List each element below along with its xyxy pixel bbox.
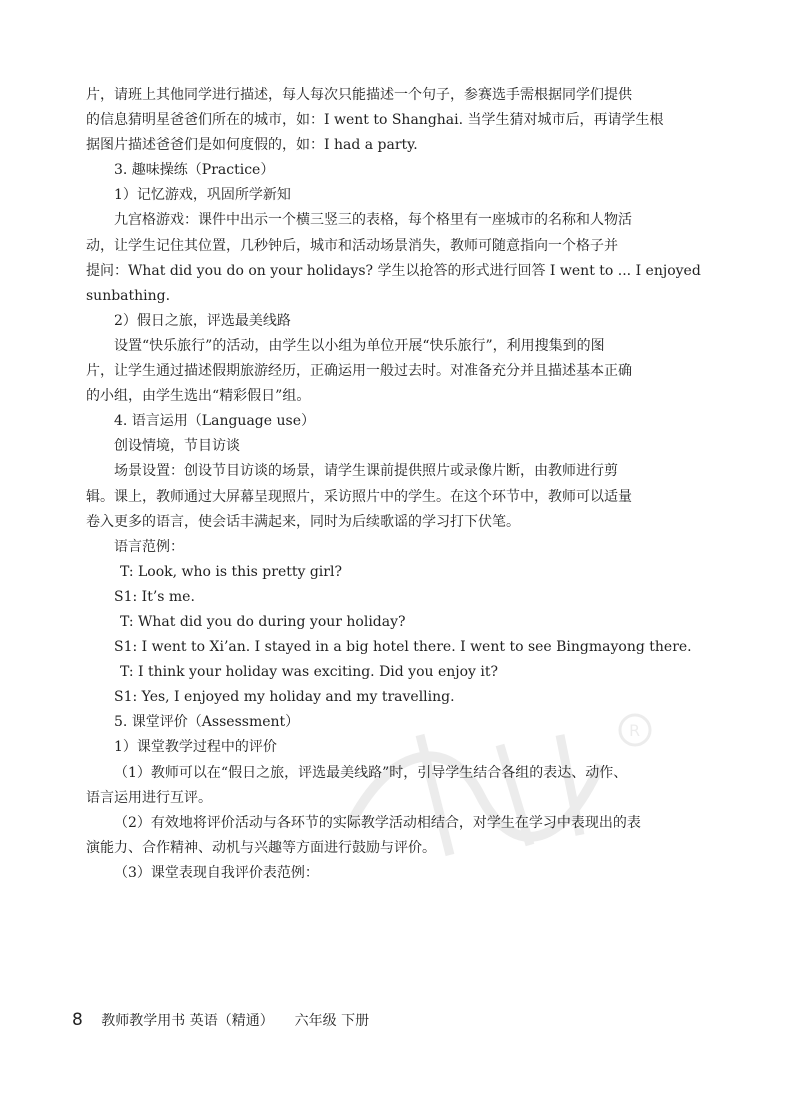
subheading-interview: 创设情境，节目访谈 xyxy=(114,438,240,455)
section-heading-practice: 3. 趣味操练（Practice） xyxy=(114,162,275,179)
section-heading-assessment: 5. 课堂评价（Assessment） xyxy=(114,714,300,731)
paragraph-line: 语言运用进行互评。 xyxy=(86,789,212,806)
dialogue-line: T: What did you do during your holiday? xyxy=(120,613,406,630)
subheading-memory-game: 1）记忆游戏，巩固所学新知 xyxy=(114,187,291,204)
paragraph-line: （2）有效地将评价活动与各环节的实际教学活动相结合，对学生在学习中表现出的表 xyxy=(114,814,641,831)
paragraph-line: 动，让学生记住其位置，几秒钟后，城市和活动场景消失，教师可随意指向一个格子并 xyxy=(86,237,618,254)
paragraph-line: sunbathing. xyxy=(86,287,171,304)
page-footer xyxy=(72,1010,369,1030)
dialogue-line: S1: Yes, I enjoyed my holiday and my travelling. xyxy=(114,689,455,706)
paragraph-line: （3）课堂表现自我评价表范例： xyxy=(114,864,319,881)
dialogue-line: T: Look, who is this pretty girl? xyxy=(120,563,342,580)
paragraph-line: 片，请班上其他同学进行描述，每人每次只能描述一个句子，参赛选手需根据同学们提供 xyxy=(86,87,632,103)
paragraph-line: 演能力、合作精神、动机与兴趣等方面进行鼓励与评价。 xyxy=(86,839,436,856)
paragraph-line: 的信息猜明星爸爸们所在的城市，如：I went to Shanghai. 当学生猜对城市后，再请学生根 xyxy=(86,112,664,129)
paragraph-line: （1）教师可以在“假日之旅，评选最美线路”时，引导学生结合各组的表达、动作、 xyxy=(114,764,628,781)
paragraph-line: 提问：What did you do on your holidays? 学生以抢答的形式进行回答 I went to ... I enjoyed xyxy=(86,262,701,279)
paragraph-line: 的小组，由学生选出“精彩假日”组。 xyxy=(86,388,311,405)
body-text xyxy=(86,83,716,886)
grade-label: 六年级 下册 xyxy=(294,1013,370,1029)
paragraph-line: 据图片描述爸爸们是如何度假的，如：I had a party. xyxy=(86,137,418,154)
dialogue-line: T: I think your holiday was exciting. Did you enjoy it? xyxy=(120,664,499,681)
paragraph-line: 片，让学生通过描述假期旅游经历，正确运用一般过去时。对准备充分并且描述基本正确 xyxy=(86,363,632,380)
book-title: 教师教学用书 英语（精通） xyxy=(101,1013,274,1029)
dialogue-line: S1: It’s me. xyxy=(114,588,195,605)
page-number: 8 xyxy=(72,1010,83,1030)
section-heading-language-use: 4. 语言运用（Language use） xyxy=(114,413,315,430)
paragraph-line: 辑。课上，教师通过大屏幕呈现照片，采访照片中的学生。在这个环节中，教师可以适量 xyxy=(86,488,632,505)
paragraph-line: 场景设置：创设节目访谈的场景，请学生课前提供照片或录像片断，由教师进行剪 xyxy=(114,463,618,480)
svg-text:R: R xyxy=(629,721,641,740)
dialogue-line: S1: I went to Xi’an. I stayed in a big hotel there. I went to see Bingmayong there. xyxy=(114,639,692,656)
paragraph-line: 九宫格游戏：课件中出示一个横三竖三的表格，每个格里有一座城市的名称和人物活 xyxy=(114,212,632,229)
subheading-holiday-trip: 2）假日之旅，评选最美线路 xyxy=(114,312,291,329)
paragraph-line: 卷入更多的语言，使会话丰满起来，同时为后续歌谣的学习打下伏笔。 xyxy=(86,513,520,530)
label-language-example: 语言范例： xyxy=(114,538,184,555)
subheading-classroom-assessment: 1）课堂教学过程中的评价 xyxy=(114,739,277,756)
paragraph-line: 设置“快乐旅行”的活动，由学生以小组为单位开展“快乐旅行”，利用搜集到的图 xyxy=(114,337,605,354)
